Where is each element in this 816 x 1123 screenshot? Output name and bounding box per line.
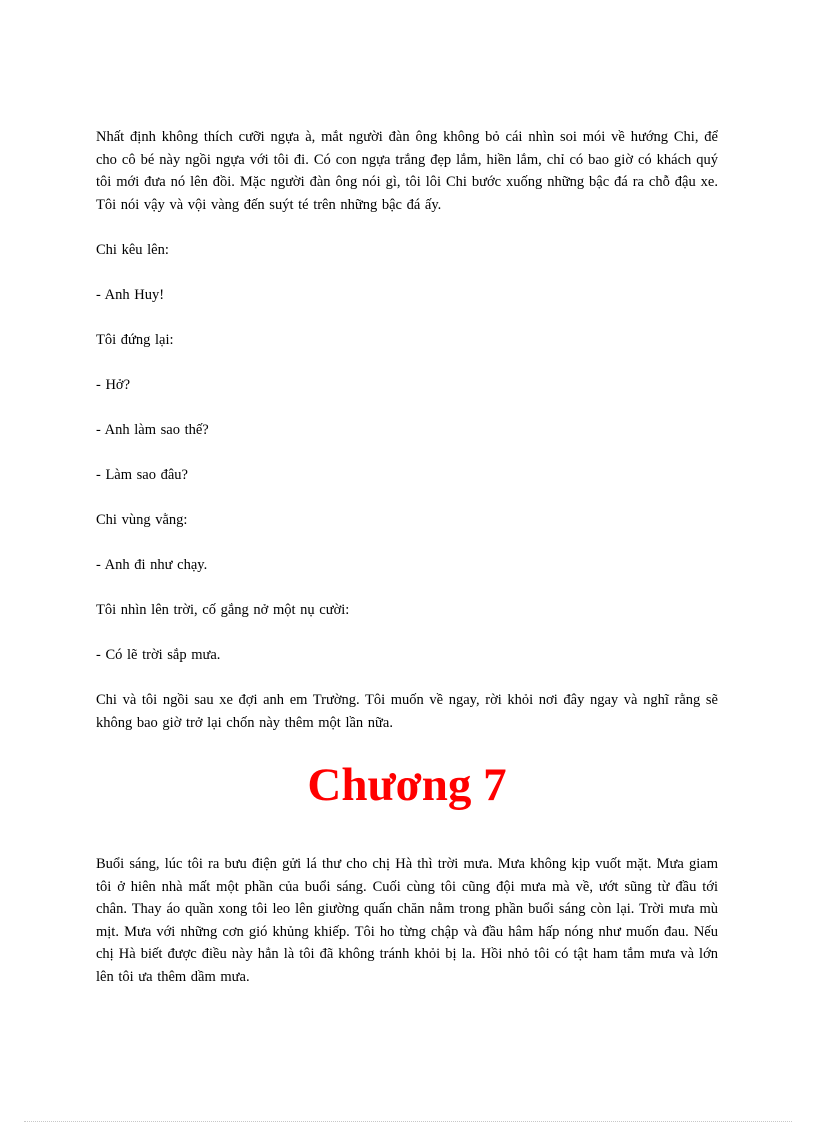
dialogue-line: - Có lẽ trời sắp mưa.	[96, 647, 221, 663]
dialogue-line: - Làm sao đâu?	[96, 467, 188, 483]
page-bottom-divider	[24, 1121, 792, 1122]
chapter-heading: Chương 7	[307, 759, 507, 811]
paragraph: Chi kêu lên:	[96, 242, 169, 258]
paragraph: Tôi nhìn lên trời, cố gắng nở một nụ cười:	[96, 602, 350, 618]
paragraph: Chi và tôi ngồi sau xe đợi anh em Trường. Tôi muốn về ngay, rời khỏi nơi đây ngay và nghĩ rằng sẽ không bao giờ trở lại chốn này thêm một lần nữa.	[96, 692, 718, 731]
paragraph: Buổi sáng, lúc tôi ra bưu điện gửi lá thư cho chị Hà thì trời mưa. Mưa không kịp vuốt mặt. Mưa giam tôi ở hiên nhà mất một phần của buổi sáng. Cuối cùng tôi cũng đội mưa mà về, ướt sũng từ đầu tới chân. Thay áo quần xong tôi leo lên giường quấn chăn nằm trong phần buổi sáng còn lại. Trời mưa mù mịt. Mưa với những cơn gió khủng khiếp. Tôi ho từng chập và đầu hâm hấp nóng như muốn đau. Nếu chị Hà biết được điều này hẳn là tôi đã không tránh khỏi bị la. Hồi nhỏ tôi có tật ham tắm mưa và lớn lên tôi ưa thêm dầm mưa.	[96, 856, 718, 985]
dialogue-line: - Anh Huy!	[96, 287, 165, 303]
paragraph: Chi vùng vằng:	[96, 512, 188, 528]
paragraph: Tôi đứng lại:	[96, 332, 174, 348]
dialogue-line: - Hở?	[96, 377, 131, 393]
paragraph: Nhất định không thích cưỡi ngựa à, mắt người đàn ông không bỏ cái nhìn soi mói về hướng Chi, để cho cô bé này ngồi ngựa với tôi đi. Có con ngựa trắng đẹp lắm, hiền lắm, chỉ có bao giờ có khách quý tôi mới đưa nó lên đồi. Mặc người đàn ông nói gì, tôi lôi Chi bước xuống những bậc đá ra chỗ đậu xe. Tôi nói vậy và vội vàng đến suýt té trên những bậc đá ấy.	[96, 129, 718, 213]
dialogue-line: - Anh làm sao thế?	[96, 422, 209, 438]
dialogue-line: - Anh đi như chạy.	[96, 557, 208, 573]
document-body	[96, 126, 718, 1011]
